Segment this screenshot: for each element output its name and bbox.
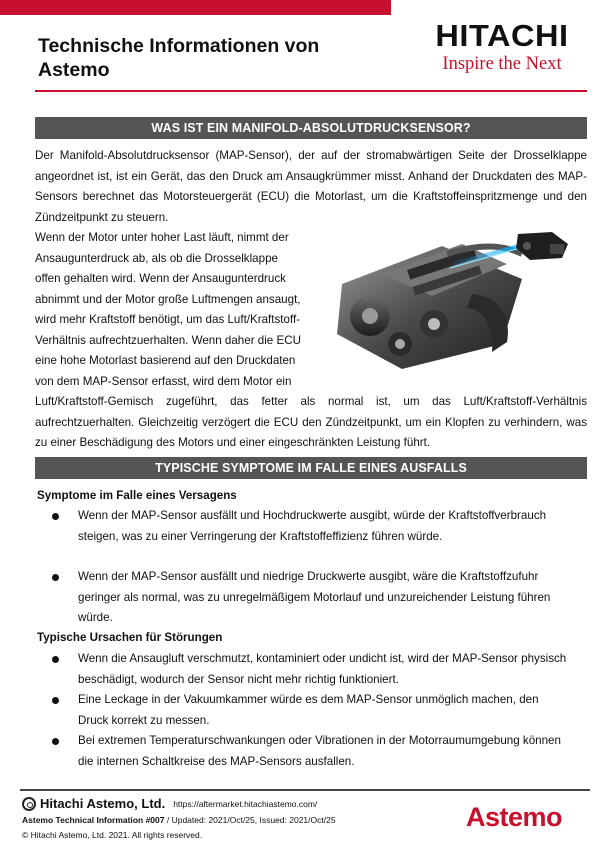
page-title-line1: Technische Informationen von — [38, 35, 320, 57]
footer-info-title: Astemo Technical Information #007 — [22, 815, 165, 825]
bullet-dot — [52, 574, 59, 581]
side-line: Verhältnis aufrechtzuerhalten. Wenn daher die ECU — [35, 333, 301, 347]
footer-info — [22, 815, 336, 825]
side-line: von dem MAP-Sensor erfasst, wird dem Motor ein — [35, 374, 292, 388]
header-divider — [35, 90, 587, 92]
top-accent-bar — [0, 0, 391, 15]
side-line: abnimmt und der Motor große Luftmengen ansaugt, — [35, 292, 301, 306]
page-title-line2: Astemo — [38, 59, 110, 81]
bullet-dot — [52, 513, 59, 520]
subheading-failure-symptoms: Symptome im Falle eines Versagens — [37, 489, 237, 502]
side-line: offen gehalten wird. Wenn der Ansaugunterdruck — [35, 272, 286, 285]
list-item-text: Wenn die Ansaugluft verschmutzt, kontaminiert oder undicht ist, wird der MAP-Sensor physisch beschädigt, wodurch der Sensor nicht mehr richtig funktioniert. — [78, 652, 567, 686]
list-item-text: Wenn der MAP-Sensor ausfällt und Hochdruckwerte ausgibt, würde der Kraftstoffverbrauch steigen, was zu einer Verringerung der Kraftstoffeffizienz führen würde. — [78, 509, 547, 543]
bullet-dot — [52, 738, 59, 745]
bullet-dot — [52, 697, 59, 704]
intro-paragraph: Der Manifold-Absolutdrucksensor (MAP-Sensor), der auf der stromabwärtigen Seite der Drosselklappe angeordnet ist, ist ein Gerät, das den Druck am Ansaugkrümmer misst. Anhand der Druckdaten des MAP-Sensors berechnet das Motorsteuergerät (ECU) die Motorlast, um die Kraftstoffeinspritzmenge und den Zündzeitpunkt zu steuern. — [35, 149, 587, 224]
section-heading-what-is: WAS IST EIN MANIFOLD-ABSOLUTDRUCKSENSOR? — [35, 117, 587, 139]
footer-copyright: © Hitachi Astemo, Ltd. 2021. All rights reserved. — [22, 830, 203, 840]
footer-brand-name: Hitachi Astemo, Ltd. — [40, 796, 166, 811]
list-item — [52, 506, 572, 547]
continuation-paragraph: Luft/Kraftstoff-Gemisch zugeführt, das fetter als normal ist, um das Luft/Kraftstoff-Verhältnis aufrechtzuerhalten. Gleichzeitig verzögert die ECU den Zündzeitpunkt, um ein Klopfen zu verhindern, was zu einer Beschädigung des Motors und einer eingeschränkten Leistung führt. — [35, 395, 587, 449]
hitachi-logo — [418, 20, 586, 74]
side-line: Wenn der Motor unter hoher Last läuft, nimmt der — [35, 231, 289, 244]
list-item-text: Bei extremen Temperaturschwankungen oder Vibrationen in der Motorraumumgebung können die internen Schaltkreise des MAP-Sensors ausfallen. — [78, 734, 561, 768]
list-item — [52, 690, 572, 731]
footer-brand — [22, 796, 317, 811]
map-sensor-icon — [516, 232, 568, 260]
footer-info-dates: / Updated: 2021/Oct/25, Issued: 2021/Oct/25 — [164, 815, 336, 825]
list-item — [52, 731, 572, 772]
astemo-logo: Astemo — [466, 802, 563, 832]
bullet-dot — [52, 656, 59, 663]
side-line: Ansaugunterdruck ab, als ob die Drosselklappe — [35, 251, 278, 265]
list-item-text: Eine Leckage in der Vakuumkammer würde es dem MAP-Sensor unmöglich machen, den Druck korrekt zu messen. — [78, 693, 539, 727]
list-item-text: Wenn der MAP-Sensor ausfällt und niedrige Druckwerte ausgibt, wäre die Kraftstoffzufuhr geringer als normal, was zu unregelmäßigem Motorlauf und unzureichender Leistung führen würde. — [78, 570, 551, 624]
engine-illustration — [322, 224, 587, 374]
hitachi-astemo-mark-icon — [22, 797, 36, 811]
hitachi-logo-tagline: Inspire the Next — [442, 54, 562, 74]
page-title — [38, 34, 418, 82]
section-heading-symptoms: TYPISCHE SYMPTOME IM FALLE EINES AUSFALLS — [35, 457, 587, 479]
side-line: wird mehr Kraftstoff benötigt, um das Luft/Kraftstoff- — [35, 313, 301, 326]
list-item — [52, 567, 572, 629]
side-line: eine hohe Motorlast basierend auf den Druckdaten — [35, 354, 296, 367]
footer-divider — [20, 789, 590, 791]
list-item — [52, 649, 572, 690]
subheading-typical-causes: Typische Ursachen für Störungen — [37, 631, 223, 644]
side-paragraph — [35, 228, 317, 392]
footer-url-link[interactable]: https://aftermarket.hitachiastemo.com/ — [173, 798, 318, 809]
hitachi-logo-name: HITACHI — [435, 18, 569, 53]
